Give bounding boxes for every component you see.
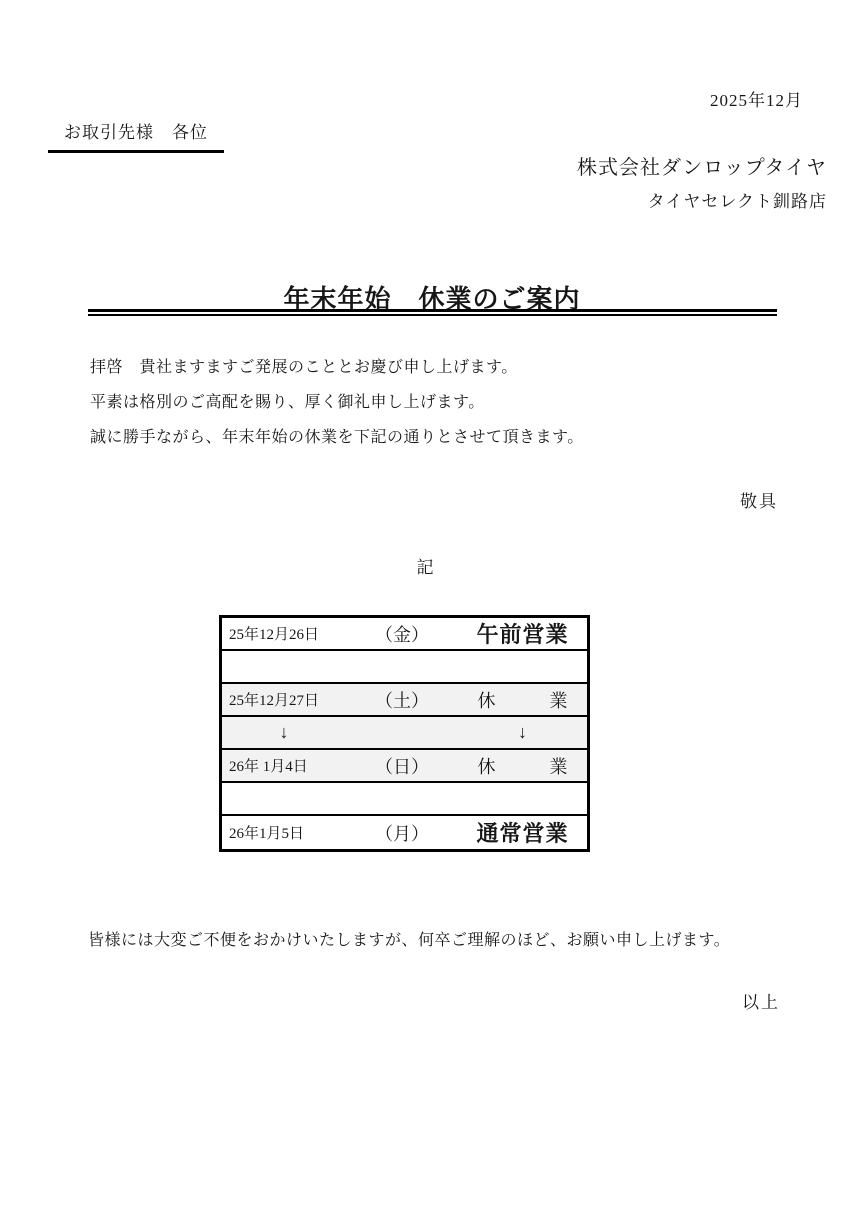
down-arrow-icon: ↓: [279, 722, 289, 742]
date-cell: 25年12月26日: [229, 627, 320, 643]
greeting-line-2: 平素は格別のご高配を賜り、厚く御礼申し上げます。: [90, 394, 485, 411]
table-row: [222, 618, 587, 651]
status-cell: 通常営業: [476, 821, 569, 846]
greeting-paragraph: [90, 350, 790, 455]
day-cell: （日）: [375, 756, 429, 777]
status-cell: 休 業: [477, 690, 568, 711]
document-date: 2025年12月: [710, 91, 803, 110]
greeting-line-3: 誠に勝手ながら、年末年始の休業を下記の通りとさせて頂きます。: [90, 429, 584, 446]
title-divider: [88, 309, 777, 316]
table-row-empty: [222, 651, 587, 684]
status-cell: 休 業: [477, 756, 568, 777]
status-cell: 午前営業: [476, 622, 569, 647]
recipient-line: お取引先様 各位: [64, 123, 208, 142]
closing-word: 敬具: [740, 492, 778, 511]
company-name: 株式会社ダンロップタイヤ: [577, 157, 827, 179]
closing-note: 皆様には大変ご不便をおかけいたしますが、何卒ご理解のほど、お願い申し上げます。: [88, 932, 731, 949]
table-row-arrows: [222, 717, 587, 750]
day-cell: （土）: [375, 690, 429, 711]
recipient-block: [48, 116, 224, 153]
table-row-empty: [222, 783, 587, 816]
date-cell: 26年 1月4日: [229, 759, 308, 775]
store-name: タイヤセレクト釧路店: [647, 192, 827, 211]
greeting-line-1: 拝啓 貴社ますますご発展のこととお慶び申し上げます。: [90, 359, 518, 376]
table-row: [222, 750, 587, 783]
day-cell: （月）: [375, 823, 429, 844]
table-row: [222, 816, 587, 849]
down-arrow-icon: ↓: [518, 722, 527, 742]
day-cell: （金）: [375, 624, 429, 645]
page-title: 年末年始 休業のご案内: [283, 284, 581, 314]
date-cell: 26年1月5日: [229, 826, 305, 842]
record-marker: 記: [416, 558, 434, 577]
end-marker: 以上: [742, 993, 780, 1012]
date-cell: 25年12月27日: [229, 693, 320, 709]
table-row: [222, 684, 587, 717]
schedule-table: [219, 615, 590, 852]
